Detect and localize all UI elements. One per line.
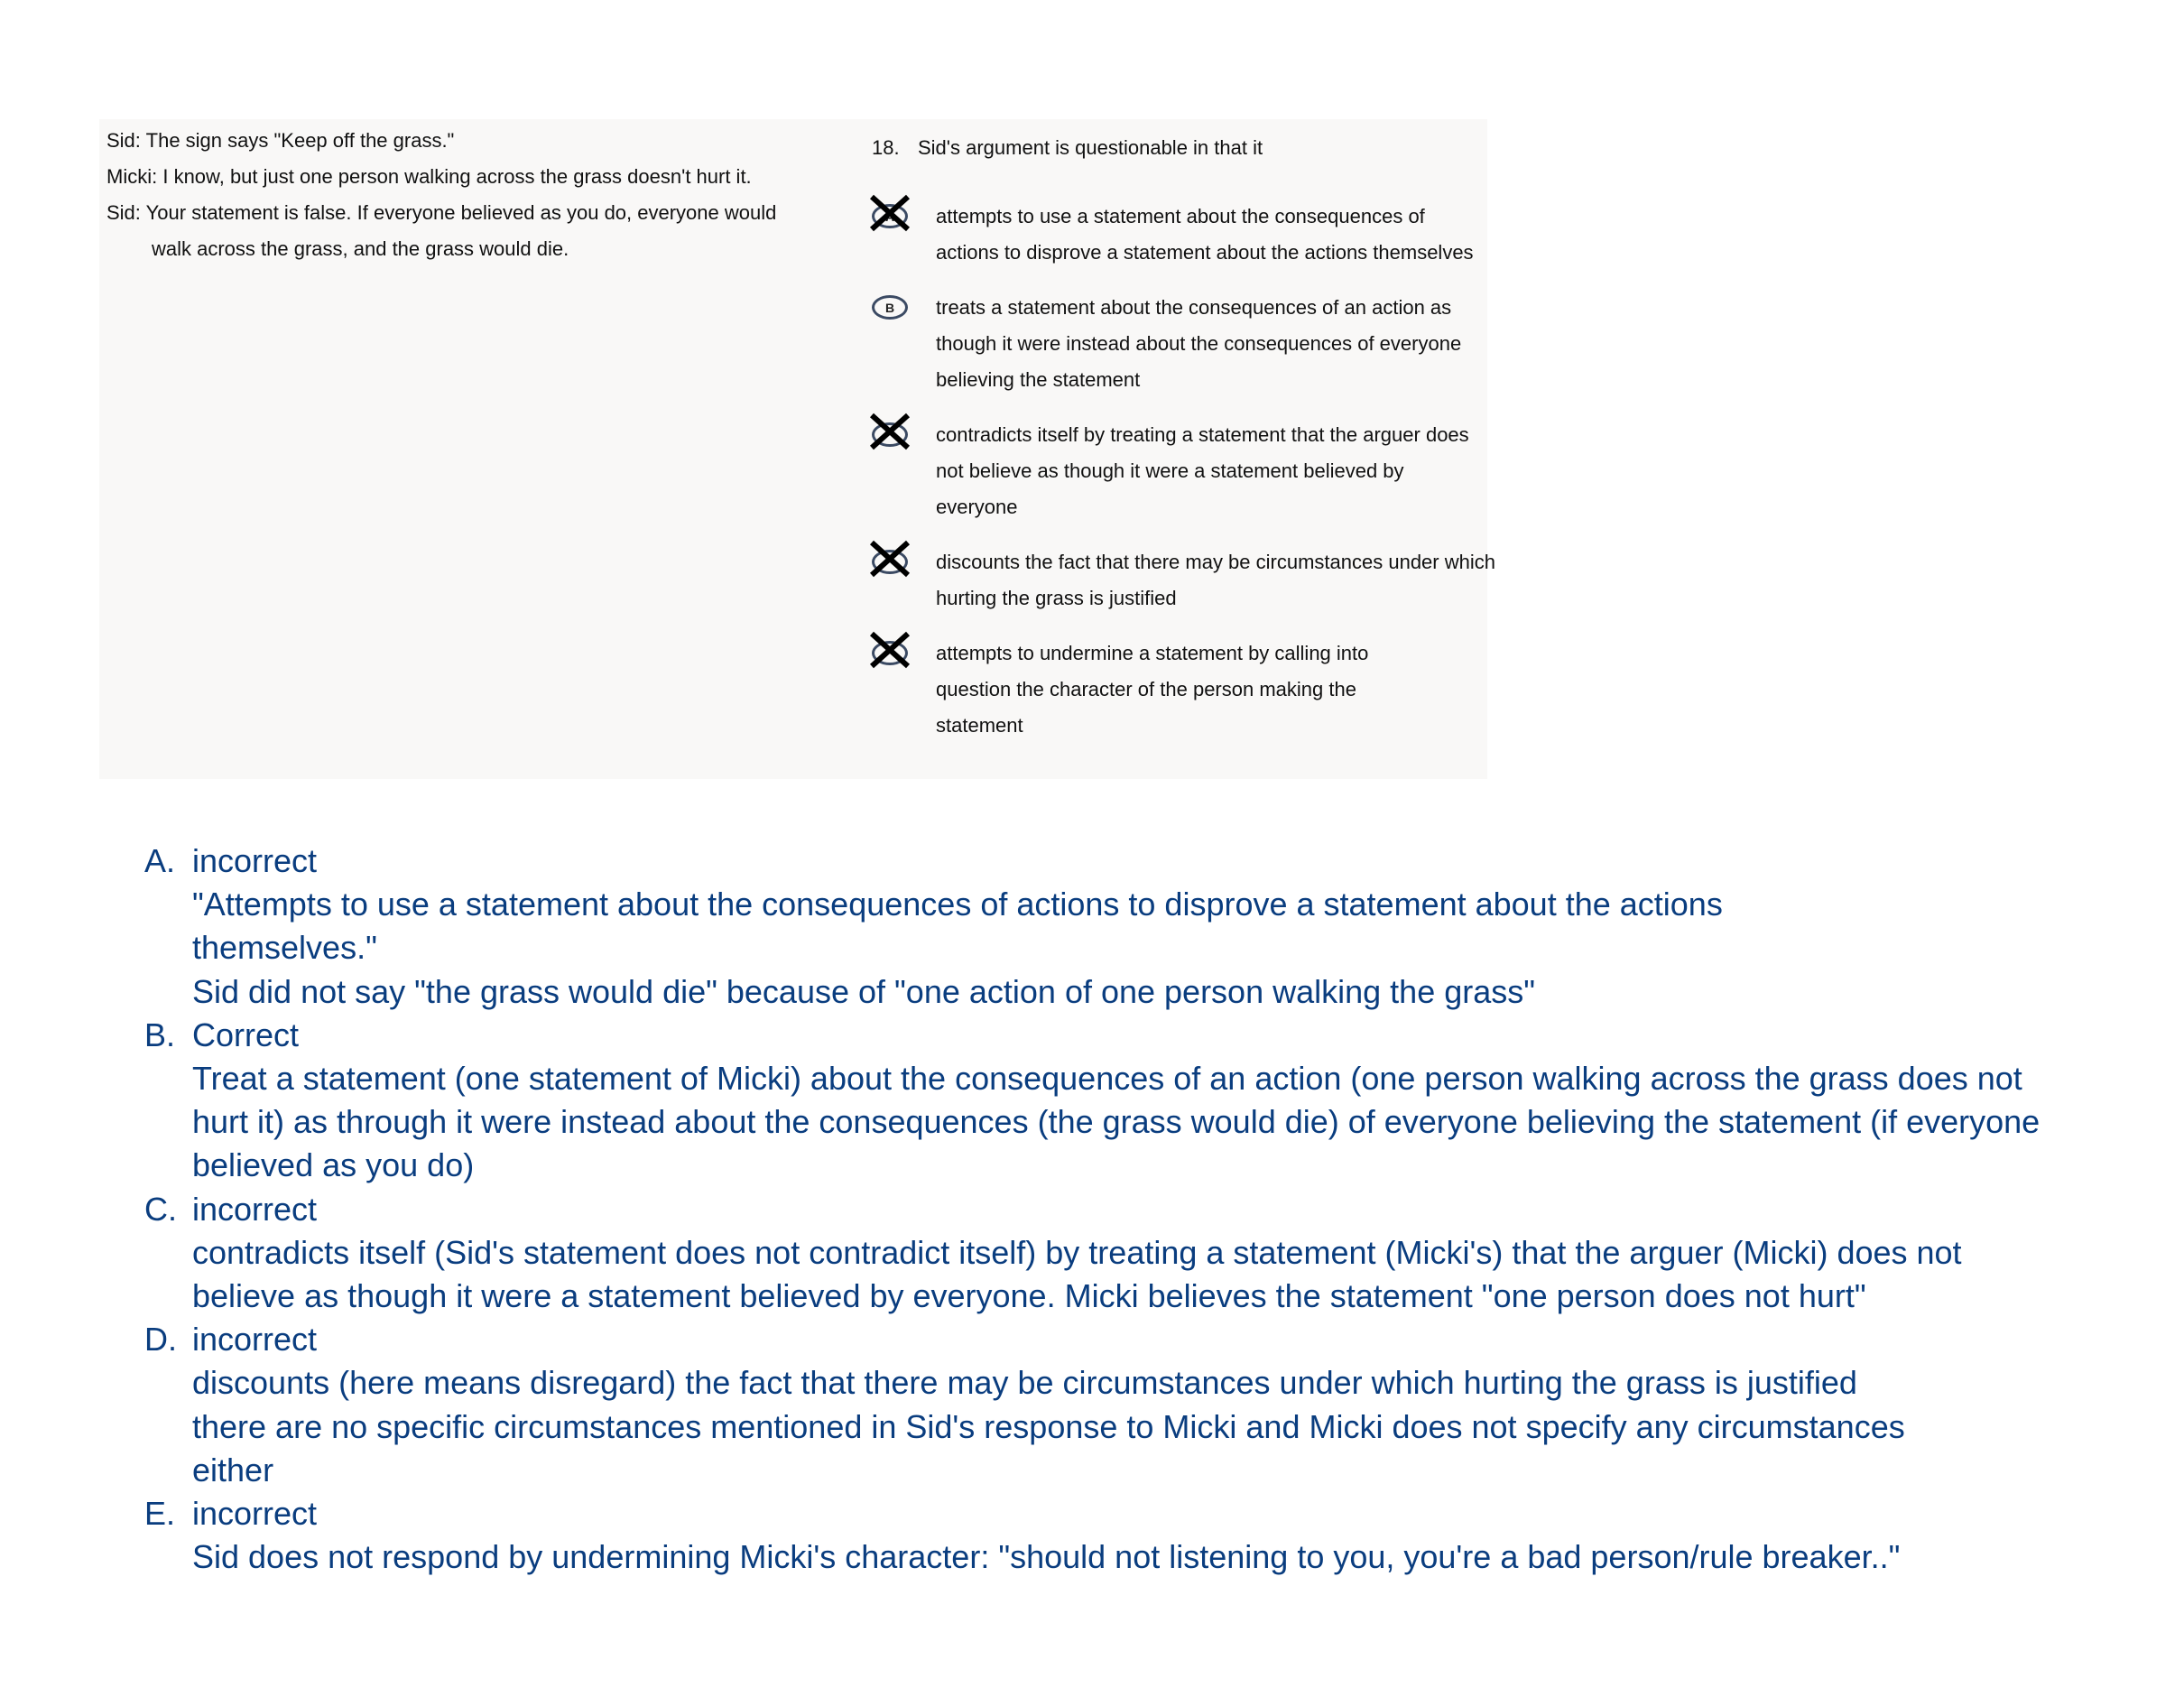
explanation-text: contradicts itself (Sid's statement does not contradict itself) by treating a statement (Micki's) that the arguer (Micki) does not believe as though it were a statement believed by everyone. Micki believes the statement "one person does not hurt" [192,1233,1962,1315]
explanation-verdict: incorrect [192,1190,318,1228]
question-stem [872,130,1263,166]
explanation-verdict: incorrect [192,842,318,879]
explanation-letter: C. [144,1190,177,1228]
explanation-text: Sid does not respond by undermining Micki's character: "should not listening to you, you're a bad person/rule breaker.." [192,1538,1901,1576]
explanation-e [144,1492,2130,1579]
speaker-label: Sid: [106,201,141,224]
radio-b[interactable] [872,295,908,320]
explanation-verdict: incorrect [192,1321,318,1359]
explanation-heading [144,1492,2130,1535]
explanation-text: there are no specific circumstances mentioned in Sid's response to Micki and Micki does not specify any circumstances either [192,1407,1905,1489]
answer-option-c[interactable] [872,417,1486,525]
answer-option-a[interactable] [872,199,1477,271]
explanation-a [144,839,2130,1014]
explanation-heading [144,839,2130,883]
speaker-label: Sid: [106,129,141,152]
explanation-c [144,1188,2130,1319]
answer-option-e[interactable] [872,635,1441,744]
passage-line [106,195,810,267]
question-number: 18. [872,136,900,159]
passage-text: The sign says "Keep off the grass." [145,129,455,152]
answer-option-d[interactable] [872,544,1522,617]
passage-line [106,123,810,159]
explanation-text: Treat a statement (one statement of Micki) about the consequences of an action (one person walking across the grass does not hurt it) as through it were instead about the consequences (the grass would die) of everyone believing the statement (if everyone believed as you do) [192,1060,2041,1184]
option-text: treats a statement about the consequences of an action as though it were instead about the consequences of everyone believing the statement [936,296,1462,391]
cross-out-x-icon [868,630,912,670]
option-text: attempts to use a statement about the consequences of actions to disprove a statement about the actions themselves [936,205,1474,264]
option-text: contradicts itself by treating a statement that the arguer does not believe as though it were a statement believed by everyone [936,423,1469,518]
cross-out-x-icon [868,539,912,579]
explanation-letter: A. [144,842,176,879]
explanation-verdict: incorrect [192,1495,318,1533]
speaker-label: Micki: [106,165,158,188]
explanation-text: Sid did not say "the grass would die" because of "one action of one person walking the grass" [192,972,1536,1010]
explanation-heading [144,1318,2130,1361]
option-text: discounts the fact that there may be circumstances under which hurting the grass is justified [936,551,1495,609]
explanation-letter: D. [144,1321,177,1359]
radio-letter: B [884,300,895,315]
explanation-letter: B. [144,1016,176,1053]
answer-option-b[interactable] [872,290,1477,398]
passage-line [106,159,810,195]
passage-text: Your statement is false. If everyone believed as you do, everyone would walk across the grass, and the grass would die. [145,201,777,260]
explanation-d [144,1318,2130,1492]
explanation-b [144,1014,2130,1188]
passage-text: I know, but just one person walking across the grass doesn't hurt it. [162,165,752,188]
answer-options [872,199,1495,763]
answer-explanations [144,839,2130,1579]
explanation-text: "Attempts to use a statement about the consequences of actions to disprove a statement about the actions themselves." [192,886,1723,967]
explanation-letter: E. [144,1495,176,1533]
explanation-verdict: Correct [192,1016,300,1053]
explanation-text: discounts (here means disregard) the fact that there may be circumstances under which hurting the grass is justified [192,1364,1857,1402]
passage [106,123,810,267]
question-text: Sid's argument is questionable in that it [918,136,1263,159]
cross-out-x-icon [868,193,912,233]
explanation-heading [144,1188,2130,1231]
option-text: attempts to undermine a statement by calling into question the character of the person making the statement [936,642,1369,737]
cross-out-x-icon [868,412,912,451]
explanation-heading [144,1014,2130,1057]
question-panel [99,119,1495,779]
